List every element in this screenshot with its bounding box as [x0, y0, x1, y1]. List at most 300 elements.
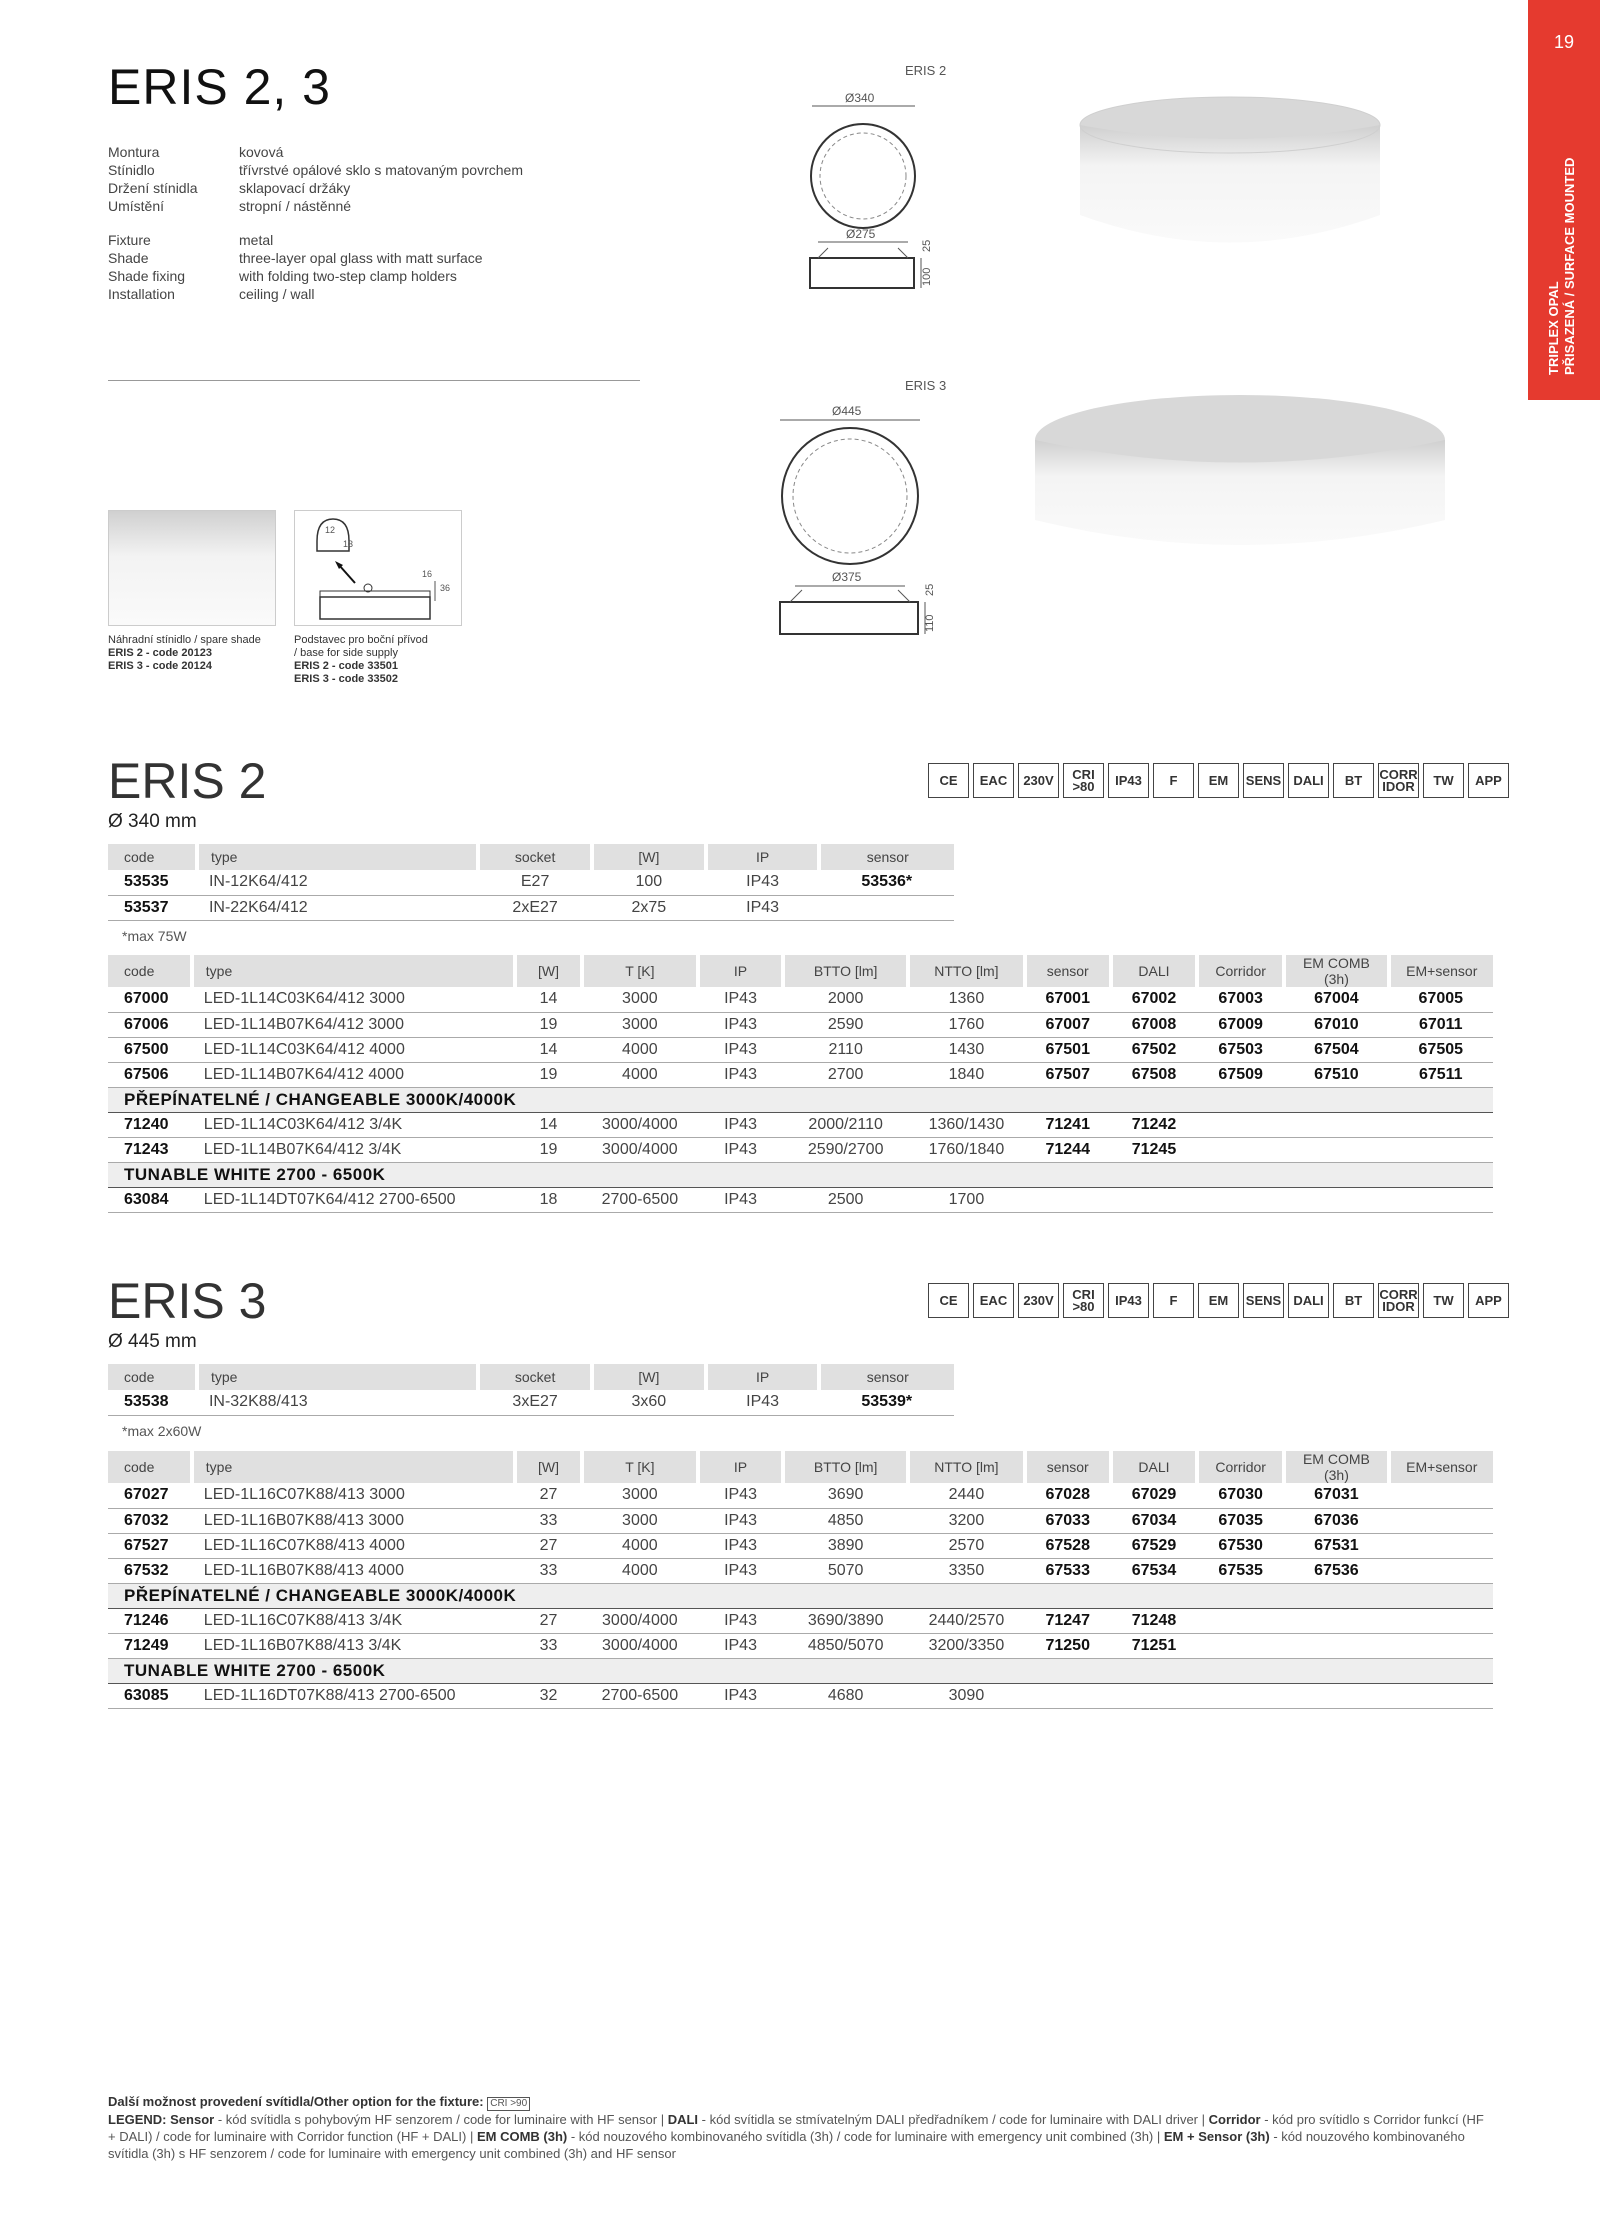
table-header [108, 1364, 954, 1390]
table-cell: 3200/3350 [908, 1633, 1024, 1658]
legend-corridor-text: - kód pro svítidlo s Corridor funkcí (HF + DALI) / code for luminaire with Corridor function (HF + DALI) | [108, 2112, 1484, 2144]
table-cell: LED-1L16DT07K88/413 2700-6500 [192, 1683, 516, 1708]
column-header: DALI [1111, 1451, 1197, 1483]
column-header: EM COMB (3h) [1284, 1451, 1388, 1483]
table-row [108, 1608, 1493, 1633]
table-cell: 71250 [1025, 1633, 1111, 1658]
divider [108, 380, 640, 381]
table-cell: LED-1L16B07K88/413 3/4K [192, 1633, 516, 1658]
page-number: 19 [1553, 32, 1575, 52]
spare-caption-1: Náhradní stínidlo / spare shade [108, 634, 261, 646]
table-cell: 2440 [908, 1483, 1024, 1508]
table-cell: 67529 [1111, 1533, 1197, 1558]
table-cell: 2xE27 [478, 895, 592, 920]
table-cell: 2700-6500 [582, 1683, 698, 1708]
tw-icon: TW [1423, 763, 1464, 798]
table-cell: 67500 [108, 1037, 192, 1062]
column-header: [W] [515, 1451, 581, 1483]
column-header: code [108, 844, 197, 870]
table-cell: 2500 [783, 1187, 908, 1212]
table-cell: 67509 [1197, 1062, 1284, 1087]
column-header: [W] [592, 1364, 706, 1390]
legend-dali: DALI [667, 2112, 699, 2127]
ip43-icon: IP43 [1108, 1283, 1149, 1318]
table-row [108, 870, 954, 895]
group-label: TUNABLE WHITE 2700 - 6500K [108, 1658, 1493, 1683]
table-cell: IP43 [698, 1483, 783, 1508]
table-cell: 3000 [582, 1012, 698, 1037]
cri-80-icon: CRI >80 [1063, 1283, 1104, 1318]
spec-value: třívrstvé opálové sklo s matovaným povrchem [239, 162, 523, 178]
table-cell: 2590 [783, 1012, 908, 1037]
tw-icon: TW [1423, 1283, 1464, 1318]
table-cell [1284, 1187, 1388, 1212]
table-cell: IP43 [698, 1508, 783, 1533]
spec-row [108, 267, 483, 285]
spare-shade-image [108, 510, 276, 626]
table-cell: IP43 [706, 870, 820, 895]
table-row [108, 1508, 1493, 1533]
column-header: type [197, 844, 478, 870]
column-header: EM COMB (3h) [1284, 955, 1388, 987]
table-row [108, 1037, 1493, 1062]
group-row [108, 1658, 1493, 1683]
table-cell: 67505 [1389, 1037, 1493, 1062]
table-cell: 67506 [108, 1062, 192, 1087]
table-cell: LED-1L14B07K64/412 4000 [192, 1062, 516, 1087]
bt-icon: BT [1333, 763, 1374, 798]
group-label: TUNABLE WHITE 2700 - 6500K [108, 1162, 1493, 1187]
table-cell [1284, 1137, 1388, 1162]
table-cell: 4000 [582, 1062, 698, 1087]
sens-icon: SENS [1243, 1283, 1284, 1318]
table-cell: 67501 [1025, 1037, 1111, 1062]
table-cell: 1700 [908, 1187, 1024, 1212]
eris2-section-title: ERIS 2 [108, 753, 267, 809]
spec-key: Installation [108, 286, 175, 302]
table-cell: 2700 [783, 1062, 908, 1087]
table-cell: 67533 [1025, 1558, 1111, 1583]
table-cell: IP43 [698, 987, 783, 1012]
table-cell: 3350 [908, 1558, 1024, 1583]
eris3-led-table [108, 1451, 1493, 1709]
category-label [1546, 95, 1578, 375]
table-row [108, 1390, 954, 1415]
eris3-diameter: Ø 445 mm [108, 1331, 197, 1352]
f-icon: F [1153, 763, 1194, 798]
legend-sensor-text: - kód svítidla s pohybovým HF senzorem / code for luminaire with HF sensor | [214, 2112, 668, 2127]
table-cell: IP43 [698, 1112, 783, 1137]
eris3-dimension-drawing [770, 400, 950, 640]
table-cell [1197, 1137, 1284, 1162]
table-cell: 63084 [108, 1187, 192, 1212]
table-cell: 67010 [1284, 1012, 1388, 1037]
legend-sensor: Sensor [170, 2112, 215, 2127]
table-cell: LED-1L14C03K64/412 3/4K [192, 1112, 516, 1137]
drawing-label-eris2: ERIS 2 [905, 63, 947, 78]
table-cell: 3200 [908, 1508, 1024, 1533]
legend-label: LEGEND: [108, 2112, 167, 2127]
legend-dali-text: - kód svítidla se stmívatelným DALI předřadníkem / code for luminaire with DALI driver | [698, 2112, 1209, 2127]
column-header: sensor [819, 1364, 954, 1390]
table-cell: 4000 [582, 1037, 698, 1062]
eris3-section-title: ERIS 3 [108, 1273, 267, 1329]
table-cell: IP43 [698, 1533, 783, 1558]
table-cell: LED-1L16B07K88/413 3000 [192, 1508, 516, 1533]
table-cell: 67006 [108, 1012, 192, 1037]
table-cell: 3000 [582, 987, 698, 1012]
drawing-label-eris3: ERIS 3 [905, 378, 947, 393]
table-cell: IP43 [698, 1633, 783, 1658]
table-cell: 67029 [1111, 1483, 1197, 1508]
table-cell: 67031 [1284, 1483, 1388, 1508]
table-cell: IN-12K64/412 [197, 870, 478, 895]
spec-key: Držení stínidla [108, 180, 198, 196]
table-cell: 19 [515, 1137, 581, 1162]
eris3-incandescent-table [108, 1364, 954, 1416]
table-cell: 2590/2700 [783, 1137, 908, 1162]
table-cell: 14 [515, 1037, 581, 1062]
app-icon: APP [1468, 763, 1509, 798]
spec-row [108, 249, 483, 267]
column-header: DALI [1111, 955, 1197, 987]
group-label: PŘEPÍNATELNÉ / CHANGEABLE 3000K/4000K [108, 1583, 1493, 1608]
base-dim-3: 16 [422, 569, 433, 579]
table-cell: 4850 [783, 1508, 908, 1533]
base-dim-1: 12 [325, 525, 336, 535]
base-caption-4: ERIS 3 - code 33502 [294, 673, 398, 685]
eris3-note: *max 2x60W [122, 1423, 202, 1439]
column-header: code [108, 1451, 192, 1483]
table-cell: 27 [515, 1483, 581, 1508]
table-row [108, 1683, 1493, 1708]
em-icon: EM [1198, 763, 1239, 798]
table-row [108, 1062, 1493, 1087]
table-cell [1284, 1683, 1388, 1708]
legend-em-sensor: EM + Sensor (3h) [1163, 2129, 1270, 2144]
footer-legend [108, 2093, 1493, 2162]
table-cell: 2110 [783, 1037, 908, 1062]
table-cell: IP43 [706, 1390, 820, 1415]
table-cell: 53535 [108, 870, 197, 895]
table-cell: 71245 [1111, 1137, 1197, 1162]
table-cell: 3000/4000 [582, 1608, 698, 1633]
table-cell: 33 [515, 1558, 581, 1583]
table-cell: 2000/2110 [783, 1112, 908, 1137]
table-cell: 1760/1840 [908, 1137, 1024, 1162]
table-cell: IP43 [698, 1012, 783, 1037]
table-cell: LED-1L14C03K64/412 4000 [192, 1037, 516, 1062]
eris3-inner-diameter: Ø375 [832, 570, 862, 584]
column-header: T [K] [582, 1451, 698, 1483]
column-header: type [192, 1451, 516, 1483]
table-cell [1111, 1683, 1197, 1708]
app-icon: APP [1468, 1283, 1509, 1318]
table-row [108, 1137, 1493, 1162]
table-cell: 67532 [108, 1558, 192, 1583]
dali-icon: DALI [1288, 1283, 1329, 1318]
column-header: EM+sensor [1389, 955, 1493, 987]
spec-value: three-layer opal glass with matt surface [239, 250, 483, 266]
base-caption-1: Podstavec pro boční přívod [294, 634, 428, 646]
eac-icon: EAC [973, 763, 1014, 798]
table-cell: IP43 [698, 1062, 783, 1087]
table-row [108, 1633, 1493, 1658]
table-cell: 14 [515, 1112, 581, 1137]
table-cell: 100 [592, 870, 706, 895]
eris2-note: *max 75W [122, 928, 187, 944]
table-cell: 67002 [1111, 987, 1197, 1012]
table-cell: 4000 [582, 1533, 698, 1558]
table-cell: 1840 [908, 1062, 1024, 1087]
table-cell: 67003 [1197, 987, 1284, 1012]
column-header: type [192, 955, 516, 987]
spec-en [108, 231, 483, 303]
table-cell: 53539* [819, 1390, 954, 1415]
eris2-height-2: 25 [921, 239, 933, 252]
spec-value: sklapovací držáky [239, 180, 351, 196]
table-cell: 67536 [1284, 1558, 1388, 1583]
spec-key: Shade fixing [108, 268, 186, 284]
column-header: NTTO [lm] [908, 1451, 1024, 1483]
table-cell: 67027 [108, 1483, 192, 1508]
table-cell: 2700-6500 [582, 1187, 698, 1212]
column-header: NTTO [lm] [908, 955, 1024, 987]
table-cell: 3690/3890 [783, 1608, 908, 1633]
table-cell: 71241 [1025, 1112, 1111, 1137]
230v-icon: 230V [1018, 1283, 1059, 1318]
table-cell: 18 [515, 1187, 581, 1212]
column-header: [W] [592, 844, 706, 870]
table-cell [819, 895, 954, 920]
ce-icon: CE [928, 763, 969, 798]
column-header: IP [706, 1364, 820, 1390]
table-cell: 67036 [1284, 1508, 1388, 1533]
spec-value: ceiling / wall [239, 286, 315, 302]
category-label-1: TRIPLEX OPAL [1546, 281, 1561, 375]
table-cell: 4680 [783, 1683, 908, 1708]
table-cell: 53538 [108, 1390, 197, 1415]
base-caption [294, 634, 428, 686]
base-dim-4: 36 [440, 583, 451, 593]
table-cell: 3090 [908, 1683, 1024, 1708]
spec-row [108, 161, 523, 179]
table-row [108, 1112, 1493, 1137]
eris2-height: 100 [921, 267, 933, 286]
column-header: socket [478, 844, 592, 870]
table-cell [1284, 1608, 1388, 1633]
table-cell: 67000 [108, 987, 192, 1012]
table-cell: 67035 [1197, 1508, 1284, 1533]
table-cell [1197, 1112, 1284, 1137]
spec-row [108, 231, 483, 249]
table-cell: LED-1L14C03K64/412 3000 [192, 987, 516, 1012]
table-cell: 67535 [1197, 1558, 1284, 1583]
table-cell: 3xE27 [478, 1390, 592, 1415]
spec-key: Fixture [108, 232, 151, 248]
column-header: Corridor [1197, 955, 1284, 987]
table-cell: 14 [515, 987, 581, 1012]
table-cell: 67033 [1025, 1508, 1111, 1533]
column-header: sensor [1025, 955, 1111, 987]
bt-icon: BT [1333, 1283, 1374, 1318]
table-cell: 1430 [908, 1037, 1024, 1062]
table-cell [1389, 1683, 1493, 1708]
eris2-outer-diameter: Ø340 [845, 91, 875, 105]
spec-row [108, 285, 483, 303]
eris2-led-table [108, 955, 1493, 1213]
column-header: sensor [1025, 1451, 1111, 1483]
corr-idor-icon: CORR IDOR [1378, 763, 1419, 798]
spec-row [108, 197, 523, 215]
table-cell: 53536* [819, 870, 954, 895]
table-cell: 67502 [1111, 1037, 1197, 1062]
category-label-2: PŘISAZENÁ / SURFACE MOUNTED [1562, 157, 1577, 375]
column-header: socket [478, 1364, 592, 1390]
page-title: ERIS 2, 3 [108, 59, 331, 115]
sens-icon: SENS [1243, 763, 1284, 798]
page-tab [1528, 0, 1600, 400]
column-header: EM+sensor [1389, 1451, 1493, 1483]
base-dim-2: 13 [343, 539, 354, 549]
table-cell: 67507 [1025, 1062, 1111, 1087]
table-cell: 33 [515, 1508, 581, 1533]
column-header: Corridor [1197, 1451, 1284, 1483]
table-cell [1025, 1187, 1111, 1212]
table-cell: 71243 [108, 1137, 192, 1162]
table-cell: 67007 [1025, 1012, 1111, 1037]
table-cell: LED-1L14B07K64/412 3000 [192, 1012, 516, 1037]
table-cell [1389, 1608, 1493, 1633]
table-cell [1284, 1633, 1388, 1658]
spec-key: Stínidlo [108, 162, 155, 178]
legend-corridor: Corridor [1208, 2112, 1261, 2127]
table-cell: 67508 [1111, 1062, 1197, 1087]
table-cell: 67028 [1025, 1483, 1111, 1508]
table-cell: 2440/2570 [908, 1608, 1024, 1633]
spec-cz [108, 143, 523, 215]
table-cell [1025, 1683, 1111, 1708]
table-cell: LED-1L14B07K64/412 3/4K [192, 1137, 516, 1162]
table-cell: 67005 [1389, 987, 1493, 1012]
table-cell [1389, 1558, 1493, 1583]
table-cell: IP43 [698, 1137, 783, 1162]
base-caption-3: ERIS 2 - code 33501 [294, 660, 398, 672]
table-cell: 3690 [783, 1483, 908, 1508]
table-cell: LED-1L16C07K88/413 3/4K [192, 1608, 516, 1633]
table-cell: 3000/4000 [582, 1112, 698, 1137]
spec-value: with folding two-step clamp holders [239, 268, 457, 284]
group-row [108, 1162, 1493, 1187]
eris3-outer-diameter: Ø445 [832, 404, 862, 418]
table-cell [1389, 1483, 1493, 1508]
table-cell [1197, 1608, 1284, 1633]
column-header: BTTO [lm] [783, 955, 908, 987]
table-cell: IP43 [698, 1187, 783, 1212]
spare-caption-3: ERIS 3 - code 20124 [108, 660, 212, 672]
table-cell: LED-1L14DT07K64/412 2700-6500 [192, 1187, 516, 1212]
spec-key: Umístění [108, 198, 165, 214]
table-cell: 63085 [108, 1683, 192, 1708]
dali-icon: DALI [1288, 763, 1329, 798]
table-cell [1197, 1633, 1284, 1658]
table-row [108, 1187, 1493, 1212]
table-cell: IP43 [706, 895, 820, 920]
table-cell: IP43 [698, 1608, 783, 1633]
table-cell: IP43 [698, 1558, 783, 1583]
em-icon: EM [1198, 1283, 1239, 1318]
table-cell [1197, 1683, 1284, 1708]
spec-row [108, 143, 523, 161]
table-cell: 67530 [1197, 1533, 1284, 1558]
table-cell: 71247 [1025, 1608, 1111, 1633]
table-cell: 67011 [1389, 1012, 1493, 1037]
table-cell: 67527 [108, 1533, 192, 1558]
table-cell: IP43 [698, 1683, 783, 1708]
legend-em-sensor-text: - kód nouzového kombinovaného svítidla (3h) s HF senzorem / code for luminaire with emergency unit combined (3h) and HF sensor [108, 2129, 1465, 2161]
spec-value: stropní / nástěnné [239, 198, 352, 214]
table-cell: 4850/5070 [783, 1633, 908, 1658]
table-cell: 67009 [1197, 1012, 1284, 1037]
table-cell: 67030 [1197, 1483, 1284, 1508]
eris2-inner-diameter: Ø275 [846, 227, 876, 241]
table-row [108, 1483, 1493, 1508]
eris3-height: 110 [924, 614, 936, 632]
table-cell: IN-22K64/412 [197, 895, 478, 920]
table-cell: 67528 [1025, 1533, 1111, 1558]
eris3-height-2: 25 [924, 583, 936, 596]
column-header: type [197, 1364, 478, 1390]
table-cell: LED-1L16B07K88/413 4000 [192, 1558, 516, 1583]
table-header [108, 844, 954, 870]
corr-idor-icon: CORR IDOR [1378, 1283, 1419, 1318]
table-cell [1389, 1137, 1493, 1162]
group-row [108, 1087, 1493, 1112]
table-cell: 71240 [108, 1112, 192, 1137]
table-cell: 4000 [582, 1558, 698, 1583]
table-cell: 71244 [1025, 1137, 1111, 1162]
table-cell [1389, 1533, 1493, 1558]
table-cell: 2570 [908, 1533, 1024, 1558]
table-cell: 67510 [1284, 1062, 1388, 1087]
eris2-certification-icons [928, 763, 1509, 798]
table-cell: 67511 [1389, 1062, 1493, 1087]
table-cell: 67534 [1111, 1558, 1197, 1583]
table-cell: 19 [515, 1012, 581, 1037]
eris2-diameter: Ø 340 mm [108, 811, 197, 832]
table-cell: 3000 [582, 1483, 698, 1508]
eris2-dimension-drawing [800, 90, 950, 300]
table-cell: 2x75 [592, 895, 706, 920]
column-header: IP [706, 844, 820, 870]
eris3-product-image [1030, 370, 1450, 570]
eris3-certification-icons [928, 1283, 1509, 1318]
table-cell: 3000/4000 [582, 1633, 698, 1658]
eac-icon: EAC [973, 1283, 1014, 1318]
table-cell [1389, 1187, 1493, 1212]
table-cell: 27 [515, 1608, 581, 1633]
table-cell [1197, 1187, 1284, 1212]
spare-caption-2: ERIS 2 - code 20123 [108, 647, 212, 659]
table-cell: 71246 [108, 1608, 192, 1633]
legend-em: EM COMB (3h) [476, 2129, 568, 2144]
table-cell: 3890 [783, 1533, 908, 1558]
column-header: code [108, 955, 192, 987]
table-cell: 53537 [108, 895, 197, 920]
table-row [108, 1558, 1493, 1583]
f-icon: F [1153, 1283, 1194, 1318]
column-header: T [K] [582, 955, 698, 987]
